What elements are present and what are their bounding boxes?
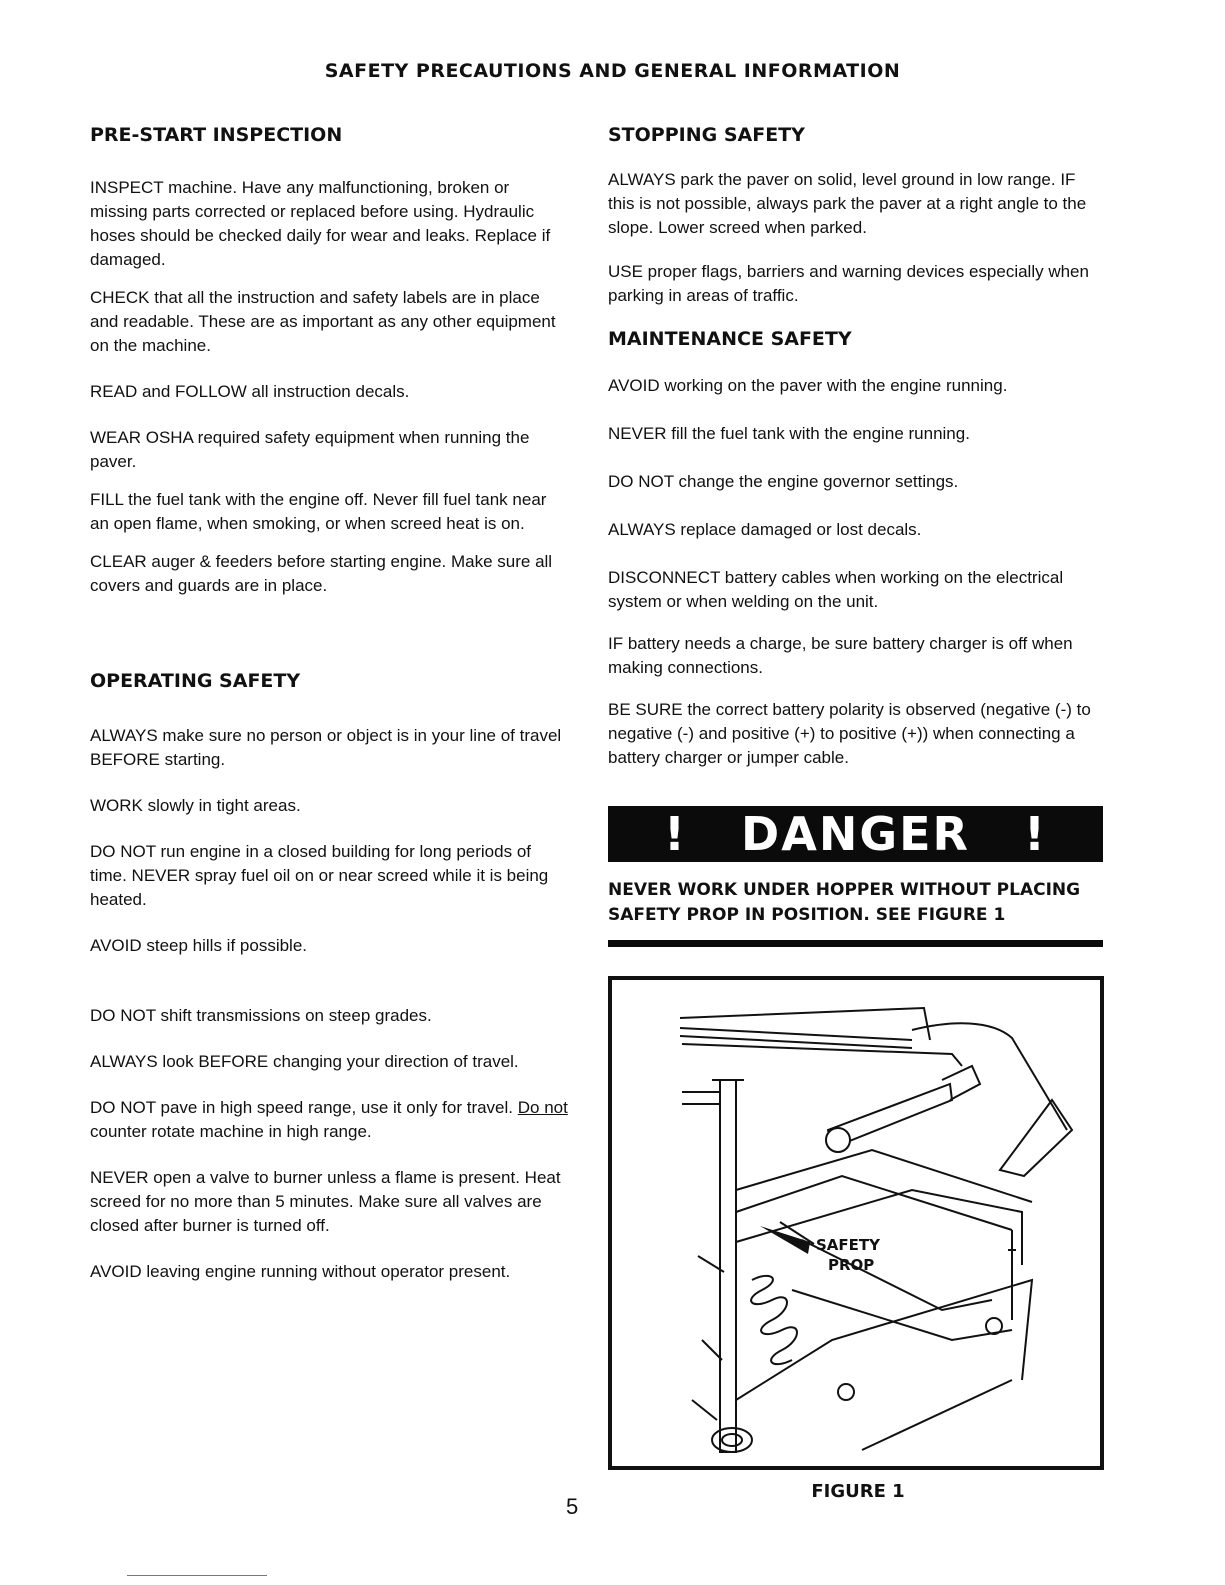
maintenance-item-avoid: AVOID working on the paver with the engine running. bbox=[608, 376, 1008, 395]
operating-item-work: WORK slowly in tight areas. bbox=[90, 796, 301, 815]
danger-word: DANGER bbox=[741, 807, 970, 861]
operating-item-hills: AVOID steep hills if possible. bbox=[90, 936, 307, 955]
stopping-heading: STOPPING SAFETY bbox=[608, 124, 805, 146]
danger-message: NEVER WORK UNDER HOPPER WITHOUT PLACING SAFETY PROP IN POSITION. SEE FIGURE 1 bbox=[608, 880, 1081, 925]
figure-caption: FIGURE 1 bbox=[811, 1481, 905, 1502]
left-column bbox=[90, 122, 570, 1284]
page-title: SAFETY PRECAUTIONS AND GENERAL INFORMATION bbox=[324, 60, 901, 82]
pre-start-item-inspect: INSPECT machine. Have any malfunctioning, broken or missing parts corrected or replaced before using. Hydraulic hoses should be checked daily for wear and leaks. Replace if damaged. bbox=[90, 178, 551, 269]
stopping-item-park: ALWAYS park the paver on solid, level ground in low range. IF this is not possible, always park the paver at a right angle to the slope. Lower screed when parked. bbox=[608, 170, 1087, 237]
page-number: 5 bbox=[566, 1494, 579, 1519]
pre-start-heading: PRE-START INSPECTION bbox=[90, 124, 343, 146]
figure-1-illustration bbox=[608, 976, 1104, 1470]
pave-text-2: counter rotate machine in high range. bbox=[90, 1122, 372, 1141]
maintenance-item-disconnect: DISCONNECT battery cables when working on the electrical system or when welding on the unit. bbox=[608, 568, 1064, 611]
right-column bbox=[608, 122, 1103, 947]
maintenance-item-decals: ALWAYS replace damaged or lost decals. bbox=[608, 520, 922, 539]
pre-start-item-clear: CLEAR auger & feeders before starting engine. Make sure all covers and guards are in place. bbox=[90, 552, 553, 595]
operating-item-leaving: AVOID leaving engine running without operator present. bbox=[90, 1262, 511, 1281]
pre-start-item-check: CHECK that all the instruction and safety labels are in place and readable. These are as important as any other equipment on the machine. bbox=[90, 288, 556, 355]
danger-banner bbox=[608, 806, 1103, 862]
operating-item-pave bbox=[90, 1096, 570, 1144]
pre-start-item-wear: WEAR OSHA required safety equipment when running the paver. bbox=[90, 428, 530, 471]
maintenance-heading: MAINTENANCE SAFETY bbox=[608, 328, 852, 350]
operating-item-valve: NEVER open a valve to burner unless a flame is present. Heat screed for no more than 5 minutes. Make sure all valves are closed after burner is turned off. bbox=[90, 1168, 561, 1235]
maintenance-item-battery: IF battery needs a charge, be sure battery charger is off when making connections. bbox=[608, 634, 1073, 677]
danger-exclamation-right: ! bbox=[1024, 807, 1047, 861]
operating-item-look: ALWAYS look BEFORE changing your direction of travel. bbox=[90, 1052, 519, 1071]
stopping-item-flags: USE proper flags, barriers and warning devices especially when parking in areas of traffic. bbox=[608, 262, 1089, 305]
maintenance-item-polarity: BE SURE the correct battery polarity is observed (negative (-) to negative (-) and positive (+) to positive (+)) when connecting a battery charger or jumper cable. bbox=[608, 700, 1091, 767]
operating-item-always: ALWAYS make sure no person or object is in your line of travel BEFORE starting. bbox=[90, 726, 562, 769]
maintenance-item-governor: DO NOT change the engine governor settings. bbox=[608, 472, 959, 491]
safety-label: SAFETY bbox=[816, 1236, 880, 1254]
safety-prop-drawing bbox=[612, 980, 1100, 1466]
operating-heading: OPERATING SAFETY bbox=[90, 670, 301, 692]
operating-item-shift: DO NOT shift transmissions on steep grades. bbox=[90, 1006, 432, 1025]
danger-rule bbox=[608, 940, 1103, 947]
pave-text-underlined: Do not bbox=[517, 1098, 568, 1117]
pre-start-item-fill: FILL the fuel tank with the engine off. Never fill fuel tank near an open flame, when smoking, or when screed heat is on. bbox=[90, 490, 547, 533]
pre-start-item-read: READ and FOLLOW all instruction decals. bbox=[90, 382, 410, 401]
maintenance-item-never: NEVER fill the fuel tank with the engine running. bbox=[608, 424, 970, 443]
scan-edge-line bbox=[127, 1575, 267, 1576]
danger-exclamation-left: ! bbox=[664, 807, 687, 861]
operating-item-run: DO NOT run engine in a closed building for long periods of time. NEVER spray fuel oil on or near screed while it is being heated. bbox=[90, 842, 549, 909]
pave-text-1: DO NOT pave in high speed range, use it only for travel. bbox=[90, 1098, 518, 1117]
prop-label: PROP bbox=[828, 1256, 875, 1274]
